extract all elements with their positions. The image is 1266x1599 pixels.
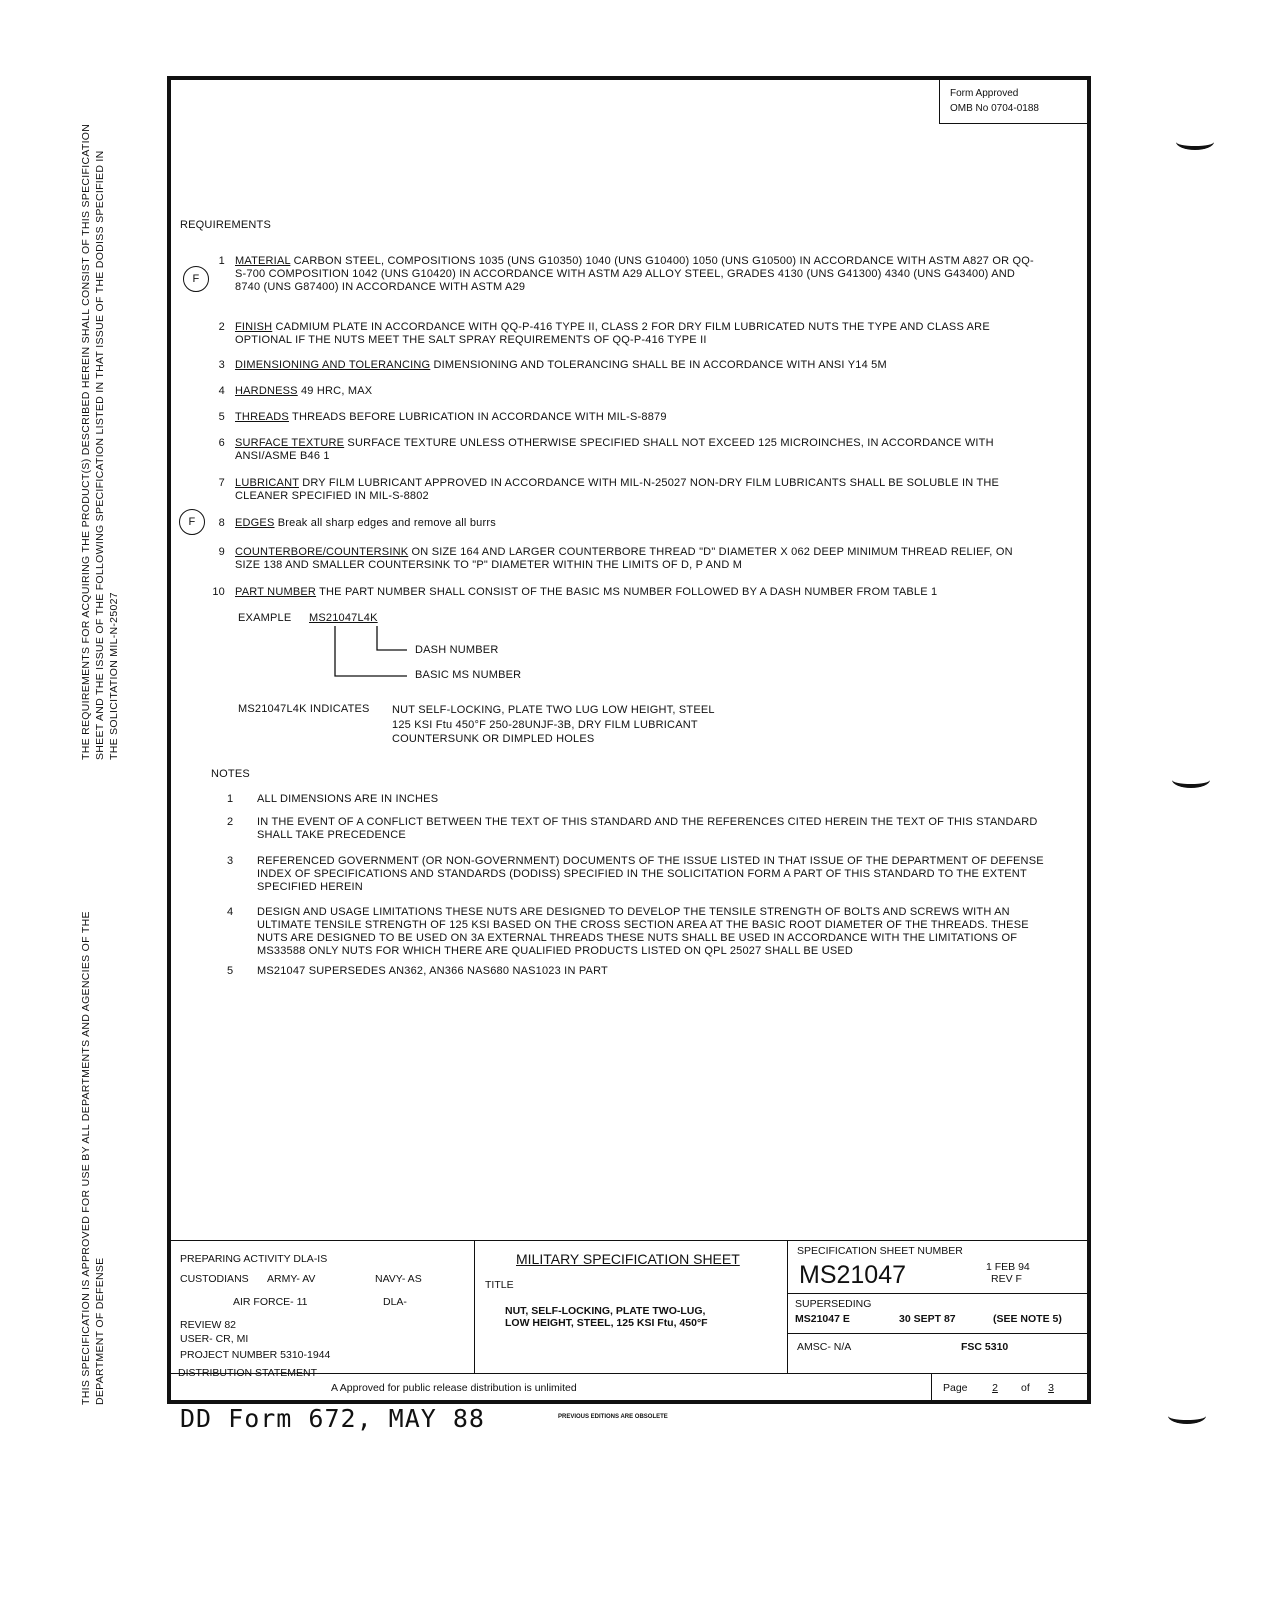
custodian-air-force: AIR FORCE- 11 [233, 1296, 308, 1308]
custodians-label: CUSTODIANS [180, 1273, 249, 1285]
requirement-title: FINISH [235, 321, 273, 333]
requirement-number: 9 [218, 546, 225, 558]
note-text: MS21047 SUPERSEDES AN362, AN366 NAS680 NAS1023 IN PART [257, 965, 608, 977]
note-text: IN THE EVENT OF A CONFLICT BETWEEN THE TEXT OF THIS STANDARD AND THE REFERENCES CITED HEREIN THE TEXT OF THIS STANDARD SHALL TAKE PRECEDENCE [257, 816, 1038, 841]
example-part-number: MS21047L4K [309, 612, 378, 624]
requirement-title: HARDNESS [235, 385, 298, 397]
side-line-2: SHEET AND THE ISSUE OF THE FOLLOWING SPECIFICATION LISTED IN THAT ISSUE OF THE DODISS SPECIFIED IN [94, 150, 106, 760]
revision-mark-2: F [179, 509, 205, 535]
requirement-title: COUNTERBORE/COUNTERSINK [235, 546, 409, 558]
example-label: EXAMPLE [238, 612, 292, 624]
spec-sheet-label: SPECIFICATION SHEET NUMBER [797, 1245, 963, 1257]
requirement-number: 8 [218, 517, 225, 529]
indicates-line: COUNTERSUNK OR DIMPLED HOLES [392, 733, 595, 745]
indicates-line: NUT SELF-LOCKING, PLATE TWO LUG LOW HEIGHT, STEEL [392, 704, 715, 716]
requirement-text: CARBON STEEL, COMPOSITIONS 1035 (UNS G10350) 1040 (UNS G10400) 1050 (UNS G10500) IN ACCORDANCE WITH ASTM A827 OR QQ-S-700 COMPOSITION 1042 (UNS G10420) IN ACCORDANCE WITH ASTM A29 ALLOY STEEL, GRADES 4130 (UNS G41300) 4340 (UNS G43400) AND 8740 (UNS G87400) IN ACCORDANCE WITH ASTM A29 [235, 255, 1034, 293]
omb-line-1: Form Approved [950, 88, 1019, 99]
title-block [171, 1240, 1087, 1401]
title-line-2: LOW HEIGHT, STEEL, 125 KSI Ftu, 450°F [505, 1317, 708, 1329]
note-number: 2 [227, 816, 234, 828]
user-activity: USER- CR, MI [180, 1333, 249, 1345]
spec-date: 1 FEB 94 [986, 1261, 1030, 1273]
requirement-text: ON SIZE 164 AND LARGER COUNTERBORE THREAD "D" DIAMETER X 062 DEEP MINIMUM THREAD RELIEF, ON SIZE 138 AND SMALLER COUNTERSINK TO "P" DIAMETER WITHIN THE LIMITS OF D, P AND M [235, 546, 1013, 571]
superseding-note: (SEE NOTE 5) [993, 1313, 1062, 1325]
page-total: 3 [1048, 1382, 1054, 1394]
basic-ms-number-label: BASIC MS NUMBER [415, 669, 522, 681]
side-line-5: DEPARTMENT OF DEFENSE [94, 1257, 106, 1405]
requirement-text: Break all sharp edges and remove all burrs [274, 517, 496, 529]
note-number: 1 [227, 793, 234, 805]
side-line-4: THIS SPECIFICATION IS APPROVED FOR USE BY ALL DEPARTMENTS AND AGENCIES OF THE [80, 911, 92, 1405]
requirement-title: LUBRICANT [235, 477, 299, 489]
form-frame [167, 76, 1091, 1404]
requirement-number: 6 [218, 437, 225, 449]
binding-mark [1168, 1408, 1206, 1424]
indicates-text [392, 703, 715, 747]
project-number: PROJECT NUMBER 5310-1944 [180, 1349, 331, 1361]
of-label: of [1021, 1382, 1030, 1394]
custodian-army: ARMY- AV [267, 1273, 316, 1285]
requirement-text: CADMIUM PLATE IN ACCORDANCE WITH QQ-P-416 TYPE II, CLASS 2 FOR DRY FILM LUBRICATED NUTS THE TYPE AND CLASS ARE OPTIONAL IF THE NUTS MEET THE SALT SPRAY REQUIREMENTS OF QQ-P-416 TYPE II [235, 321, 990, 346]
title-label: TITLE [485, 1279, 514, 1291]
obsolete-notice: PREVIOUS EDITIONS ARE OBSOLETE [558, 1414, 668, 1420]
requirements-heading: REQUIREMENTS [180, 219, 272, 231]
requirement-text: SURFACE TEXTURE UNLESS OTHERWISE SPECIFIED SHALL NOT EXCEED 125 MICROINCHES, IN ACCORDANCE WITH ANSI/ASME B46 1 [235, 437, 994, 462]
side-line-3: THE SOLICITATION MIL-N-25027 [108, 592, 120, 760]
custodian-navy: NAVY- AS [375, 1273, 422, 1285]
page-label: Page [943, 1382, 968, 1394]
requirement-title: PART NUMBER [235, 586, 317, 598]
indicates-line: 125 KSI Ftu 450°F 250-28UNJF-3B, DRY FILM LUBRICANT [392, 718, 698, 731]
sheet-heading: MILITARY SPECIFICATION SHEET [516, 1251, 740, 1267]
superseding-number: MS21047 E [795, 1313, 850, 1325]
review-activity: REVIEW 82 [180, 1319, 237, 1331]
requirement-number: 7 [218, 477, 225, 489]
binding-mark [1172, 772, 1210, 788]
note-number: 4 [227, 906, 234, 918]
distribution-label: DISTRIBUTION STATEMENT [178, 1367, 318, 1379]
requirement-title: SURFACE TEXTURE [235, 437, 345, 449]
requirement-text: DIMENSIONING AND TOLERANCING SHALL BE IN ACCORDANCE WITH ANSI Y14 5M [430, 359, 887, 371]
superseding-date: 30 SEPT 87 [899, 1313, 956, 1325]
superseding-label: SUPERSEDING [795, 1298, 872, 1310]
note-text: DESIGN AND USAGE LIMITATIONS THESE NUTS ARE DESIGNED TO DEVELOP THE TENSILE STRENGTH OF BOLTS AND SCREWS WITH AN ULTIMATE TENSILE STRENGTH OF 125 KSI BASED ON THE CROSS SECTION AREA AT THE BASIC ROOT DIAMETER OF THE THREADS. THESE NUTS ARE DESIGNED TO BE USED ON 3A EXTERNAL THREADS THESE NUTS SHALL BE USED IN ACCORDANCE WITH THE LIMITATIONS OF MS33588 ONLY NUTS FOR WHICH THERE ARE QUALIFIED PRODUCTS LISTED ON QPL 25027 SHALL BE USED [257, 906, 1029, 957]
spec-sheet-number: MS21047 [799, 1261, 907, 1289]
requirement-title: THREADS [235, 411, 289, 423]
requirement-number: 4 [218, 385, 225, 397]
requirement-text: DRY FILM LUBRICANT APPROVED IN ACCORDANCE WITH MIL-N-25027 NON-DRY FILM LUBRICANTS SHALL BE SOLUBLE IN THE CLEANER SPECIFIED IN MIL-S-8802 [235, 477, 1000, 502]
requirement-number: 5 [218, 411, 225, 423]
note-text: REFERENCED GOVERNMENT (OR NON-GOVERNMENT) DOCUMENTS OF THE ISSUE LISTED IN THAT ISSUE OF THE DEPARTMENT OF DEFENSE INDEX OF SPECIFICATIONS AND STANDARDS (DODISS) SPECIFIED IN THE SOLICITATION FORM A PART OF THIS STANDARD TO THE EXTENT SPECIFIED HEREIN [257, 855, 1044, 893]
requirement-number: 3 [218, 359, 225, 371]
requirement-number: 2 [218, 321, 225, 333]
binding-mark [1176, 134, 1214, 150]
preparing-activity: PREPARING ACTIVITY DLA-IS [180, 1253, 328, 1265]
requirement-title: DIMENSIONING AND TOLERANCING [235, 359, 431, 371]
revision-mark-1: F [183, 266, 209, 292]
requirement-number: 1 [218, 255, 225, 267]
notes-heading: NOTES [211, 768, 250, 780]
page-number: 2 [992, 1382, 998, 1394]
title-line-1: NUT, SELF-LOCKING, PLATE TWO-LUG, [505, 1305, 706, 1317]
fsc: FSC 5310 [961, 1341, 1009, 1353]
omb-box [939, 80, 1087, 124]
omb-line-2: OMB No 0704-0188 [950, 103, 1039, 114]
distribution-text: A Approved for public release distribution is unlimited [331, 1382, 577, 1394]
dash-number-label: DASH NUMBER [415, 644, 499, 656]
requirement-text: 49 HRC, MAX [297, 385, 373, 397]
note-number: 3 [227, 855, 234, 867]
custodian-dla: DLA- [383, 1296, 407, 1308]
requirement-title: EDGES [235, 517, 275, 529]
requirement-title: MATERIAL [235, 255, 291, 267]
amsc: AMSC- N/A [797, 1341, 852, 1353]
side-line-1: THE REQUIREMENTS FOR ACQUIRING THE PRODUCT(S) DESCRIBED HEREIN SHALL CONSIST OF THIS SPECIFICATION [80, 123, 92, 760]
requirement-number: 10 [212, 586, 225, 598]
indicates-label: MS21047L4K INDICATES [238, 703, 370, 715]
requirement-text: THREADS BEFORE LUBRICATION IN ACCORDANCE WITH MIL-S-8879 [288, 411, 667, 423]
spec-revision: REV F [991, 1273, 1022, 1285]
note-text: ALL DIMENSIONS ARE IN INCHES [257, 793, 439, 805]
requirement-text: THE PART NUMBER SHALL CONSIST OF THE BASIC MS NUMBER FOLLOWED BY A DASH NUMBER FROM TABLE 1 [316, 586, 938, 598]
form-number: DD Form 672, MAY 88 [180, 1404, 485, 1433]
note-number: 5 [227, 965, 234, 977]
